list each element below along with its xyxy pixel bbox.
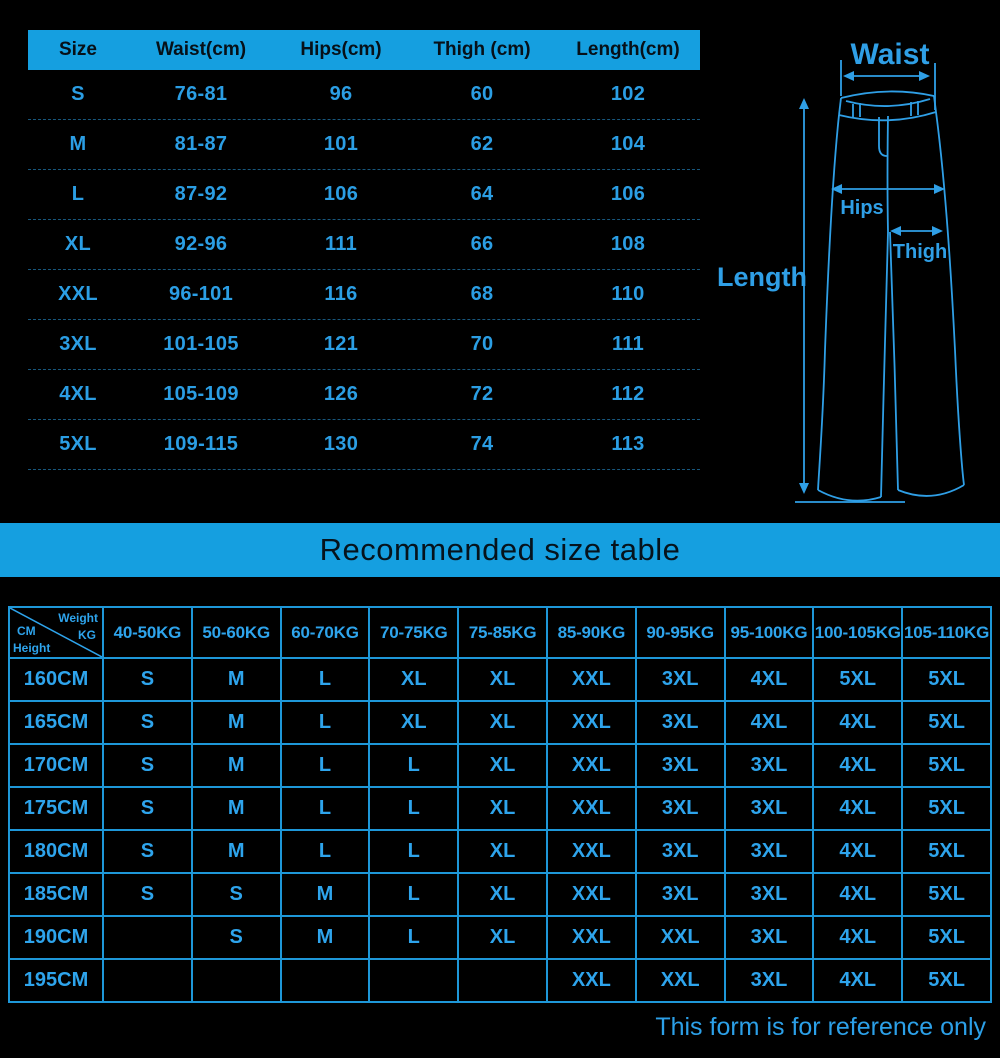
recommended-size-cell: 3XL: [636, 701, 725, 744]
recommended-size-cell: L: [369, 916, 458, 959]
recommended-size-cell: XL: [369, 701, 458, 744]
recommended-size-cell: 3XL: [636, 830, 725, 873]
height-row-header: 165CM: [9, 701, 103, 744]
recommended-size-cell: [281, 959, 370, 1002]
recommended-size-cell: XL: [369, 658, 458, 701]
measure-value: 121: [323, 333, 359, 355]
table-row: [28, 220, 700, 270]
recommended-size-cell: L: [281, 658, 370, 701]
measure-value: 104: [610, 133, 646, 155]
recommended-size-cell: 5XL: [902, 916, 991, 959]
recommended-size-cell: 5XL: [902, 959, 991, 1002]
measurement-column-header: Length(cm): [576, 39, 680, 60]
height-row-header: 190CM: [9, 916, 103, 959]
recommended-size-cell: S: [192, 873, 281, 916]
recommended-size-cell: L: [369, 830, 458, 873]
measure-value: 96: [329, 83, 353, 105]
recommended-size-cell: L: [369, 744, 458, 787]
size-label: 5XL: [59, 433, 97, 455]
recommended-size-cell: 3XL: [725, 959, 814, 1002]
size-label: XXL: [58, 283, 98, 305]
size-label: XL: [64, 233, 92, 255]
pants-diagram: [700, 20, 1000, 520]
measurement-column-header: Waist(cm): [155, 39, 247, 60]
recommended-size-cell: S: [103, 744, 192, 787]
measure-value: 96-101: [168, 283, 234, 305]
height-row-header: 160CM: [9, 658, 103, 701]
waist-label: Waist: [850, 38, 930, 71]
measure-value: 111: [611, 333, 645, 355]
measure-value: 72: [470, 383, 494, 405]
weight-column-header: 40-50KG: [103, 607, 192, 658]
thigh-arrow: [890, 226, 943, 236]
recommended-size-banner: [0, 523, 1000, 577]
recommended-size-cell: XXL: [547, 873, 636, 916]
height-row-header: 170CM: [9, 744, 103, 787]
recommended-size-cell: XL: [458, 658, 547, 701]
measure-value: 105-109: [163, 383, 239, 405]
measure-value: 109-115: [163, 433, 239, 455]
recommended-size-table: [8, 606, 992, 1003]
center-seam: [888, 116, 889, 232]
measure-value: 64: [470, 183, 494, 205]
size-label: L: [71, 183, 85, 205]
recommended-size-cell: [103, 959, 192, 1002]
recommended-size-cell: XL: [458, 787, 547, 830]
recommended-size-cell: 3XL: [725, 873, 814, 916]
recommended-size-cell: 5XL: [813, 658, 902, 701]
weight-column-header: 70-75KG: [369, 607, 458, 658]
recommended-size-cell: 3XL: [725, 744, 814, 787]
corner-header-cell: [9, 607, 103, 658]
recommended-size-cell: S: [103, 830, 192, 873]
weight-column-header: 95-100KG: [725, 607, 814, 658]
recommended-size-cell: M: [281, 916, 370, 959]
table-row: [9, 959, 991, 1002]
table-row: [9, 873, 991, 916]
hips-label: Hips: [840, 197, 884, 219]
table-row: [28, 270, 700, 320]
recommended-size-cell: 4XL: [813, 873, 902, 916]
recommended-size-cell: XXL: [636, 959, 725, 1002]
recommended-size-cell: 4XL: [725, 658, 814, 701]
measure-value: 102: [610, 83, 646, 105]
measure-value: 126: [323, 383, 359, 405]
recommended-size-cell: 3XL: [636, 787, 725, 830]
table-row: [9, 916, 991, 959]
recommended-size-cell: L: [281, 744, 370, 787]
recommended-size-cell: [458, 959, 547, 1002]
recommended-size-cell: L: [281, 830, 370, 873]
recommended-size-cell: XXL: [547, 787, 636, 830]
recommended-size-cell: XL: [458, 873, 547, 916]
belt-loop: [853, 103, 860, 118]
recommended-size-cell: 3XL: [725, 916, 814, 959]
table-row: [9, 744, 991, 787]
waist-arrow: [843, 71, 930, 81]
measure-value: 81-87: [174, 133, 228, 155]
measure-value: 66: [470, 233, 494, 255]
recommended-size-cell: [192, 959, 281, 1002]
reference-note: This form is for reference only: [655, 1013, 986, 1041]
recommended-size-cell: 4XL: [813, 744, 902, 787]
recommended-size-cell: XL: [458, 916, 547, 959]
table-row: [28, 70, 700, 120]
recommended-size-cell: S: [103, 787, 192, 830]
table-row: [9, 830, 991, 873]
measure-value: 106: [610, 183, 646, 205]
measure-value: 62: [470, 133, 494, 155]
recommended-size-cell: S: [103, 873, 192, 916]
recommended-size-cell: 5XL: [902, 787, 991, 830]
size-label: M: [69, 133, 87, 155]
corner-cm-label: CM: [17, 624, 36, 638]
recommended-size-cell: S: [103, 658, 192, 701]
recommended-size-cell: XXL: [547, 959, 636, 1002]
measure-value: 74: [470, 433, 494, 455]
recommended-size-cell: XXL: [547, 830, 636, 873]
measure-value: 108: [610, 233, 646, 255]
recommended-size-cell: M: [281, 873, 370, 916]
measure-value: 112: [611, 383, 645, 405]
measure-value: 87-92: [174, 183, 228, 205]
table-row: [9, 658, 991, 701]
corner-kg-label: KG: [78, 628, 96, 642]
recommended-size-cell: M: [192, 744, 281, 787]
recommended-size-cell: [103, 916, 192, 959]
recommended-size-cell: 5XL: [902, 701, 991, 744]
recommended-size-cell: S: [103, 701, 192, 744]
recommended-size-cell: XXL: [547, 916, 636, 959]
height-row-header: 195CM: [9, 959, 103, 1002]
recommended-size-cell: 4XL: [813, 787, 902, 830]
height-row-header: 185CM: [9, 873, 103, 916]
measure-value: 106: [323, 183, 359, 205]
length-label: Length: [717, 262, 807, 292]
recommended-size-cell: 5XL: [902, 873, 991, 916]
measurement-table: [28, 30, 700, 470]
recommended-table-header-row: [9, 607, 991, 658]
measure-value: 116: [324, 283, 358, 305]
recommended-size-cell: 4XL: [813, 959, 902, 1002]
thigh-label: Thigh: [892, 241, 948, 263]
recommended-size-cell: XXL: [636, 916, 725, 959]
measure-value: 70: [470, 333, 494, 355]
recommended-size-cell: L: [281, 787, 370, 830]
weight-column-header: 90-95KG: [636, 607, 725, 658]
recommended-size-cell: 4XL: [725, 701, 814, 744]
banner-title: Recommended size table: [319, 532, 681, 567]
measurement-column-header: Size: [58, 39, 98, 60]
measure-value: 60: [470, 83, 494, 105]
recommended-size-cell: 3XL: [636, 873, 725, 916]
recommended-size-cell: XL: [458, 701, 547, 744]
recommended-size-cell: 5XL: [902, 744, 991, 787]
recommended-size-cell: 3XL: [725, 787, 814, 830]
measure-value: 101: [323, 133, 359, 155]
pants-outline: [795, 60, 964, 502]
weight-column-header: 105-110KG: [902, 607, 991, 658]
recommended-size-cell: 3XL: [636, 658, 725, 701]
recommended-size-cell: [369, 959, 458, 1002]
corner-height-label: Height: [13, 641, 51, 655]
recommended-size-cell: S: [192, 916, 281, 959]
measurement-column-header: Hips(cm): [300, 39, 382, 60]
recommended-size-cell: XXL: [547, 701, 636, 744]
recommended-size-cell: 3XL: [636, 744, 725, 787]
recommended-size-cell: L: [369, 787, 458, 830]
corner-weight-label: Weight: [58, 611, 98, 625]
recommended-size-cell: 5XL: [902, 658, 991, 701]
table-row: [28, 170, 700, 220]
weight-column-header: 100-105KG: [813, 607, 902, 658]
size-label: 4XL: [59, 383, 97, 405]
recommended-size-cell: XXL: [547, 744, 636, 787]
recommended-size-cell: M: [192, 658, 281, 701]
measure-value: 68: [470, 283, 494, 305]
recommended-size-cell: XXL: [547, 658, 636, 701]
measure-value: 110: [611, 283, 645, 305]
measure-value: 113: [611, 433, 645, 455]
weight-column-header: 85-90KG: [547, 607, 636, 658]
size-label: S: [71, 83, 85, 105]
recommended-size-cell: 4XL: [813, 701, 902, 744]
size-label: 3XL: [59, 333, 97, 355]
measure-value: 101-105: [163, 333, 239, 355]
recommended-size-cell: XL: [458, 744, 547, 787]
table-row: [28, 370, 700, 420]
weight-column-header: 60-70KG: [281, 607, 370, 658]
table-row: [9, 701, 991, 744]
table-row: [28, 320, 700, 370]
recommended-size-cell: 3XL: [725, 830, 814, 873]
fly-line: [879, 117, 887, 156]
weight-column-header: 75-85KG: [458, 607, 547, 658]
recommended-size-cell: L: [281, 701, 370, 744]
table-row: [28, 420, 700, 470]
measure-value: 92-96: [174, 233, 228, 255]
weight-column-header: 50-60KG: [192, 607, 281, 658]
recommended-size-cell: XL: [458, 830, 547, 873]
recommended-size-cell: M: [192, 701, 281, 744]
recommended-size-cell: M: [192, 787, 281, 830]
length-arrow: [799, 98, 809, 494]
height-row-header: 180CM: [9, 830, 103, 873]
table-row: [28, 120, 700, 170]
measurement-table-header: [28, 30, 700, 70]
recommended-size-cell: 4XL: [813, 830, 902, 873]
measure-value: 111: [324, 233, 358, 255]
measure-value: 76-81: [174, 83, 228, 105]
recommended-size-cell: L: [369, 873, 458, 916]
recommended-size-cell: 5XL: [902, 830, 991, 873]
measure-value: 130: [323, 433, 359, 455]
measurement-table-body: [28, 70, 700, 470]
recommended-size-cell: M: [192, 830, 281, 873]
measurement-column-header: Thigh (cm): [433, 39, 531, 60]
recommended-size-cell: 4XL: [813, 916, 902, 959]
height-row-header: 175CM: [9, 787, 103, 830]
table-row: [9, 787, 991, 830]
recommended-table-body: [9, 658, 991, 1002]
